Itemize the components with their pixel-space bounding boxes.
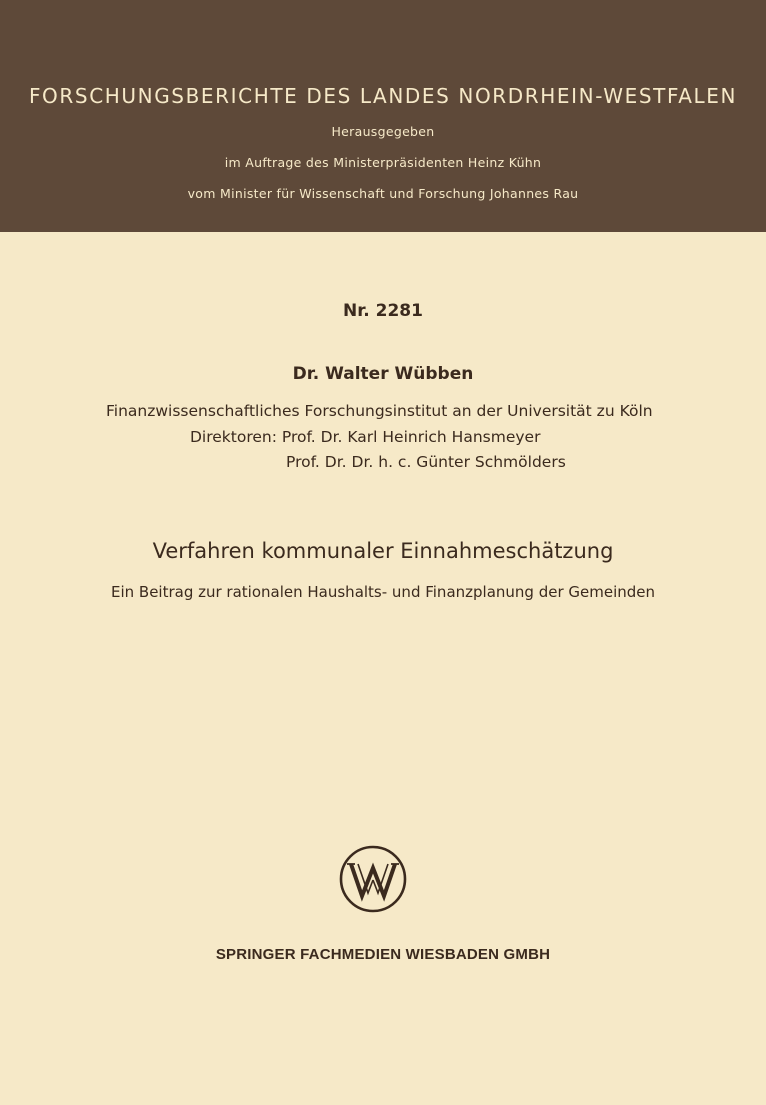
- book-title: Verfahren kommunaler Einnahmeschätzung: [152, 539, 614, 563]
- series-header-band: [0, 0, 766, 232]
- book-subtitle: Ein Beitrag zur rationalen Haushalts- und Finanzplanung der Gemeinden: [110, 583, 656, 601]
- author-name: Dr. Walter Wübben: [292, 364, 474, 384]
- editor-line-2: im Auftrage des Ministerpräsidenten Heinz Kühn: [224, 155, 542, 170]
- editor-line-3: vom Minister für Wissenschaft und Forschung Johannes Rau: [187, 186, 579, 201]
- springer-ww-logo-icon: [338, 844, 408, 914]
- volume-number: Nr. 2281: [343, 301, 423, 321]
- publisher-name: SPRINGER FACHMEDIEN WIESBADEN GMBH: [215, 946, 551, 963]
- directors-line-1: Direktoren: Prof. Dr. Karl Heinrich Hansmeyer: [190, 428, 541, 446]
- editor-line-1: Herausgegeben: [331, 124, 435, 139]
- institute-name: Finanzwissenschaftliches Forschungsinstitut an der Universität zu Köln: [106, 402, 653, 420]
- directors-line-2: Prof. Dr. Dr. h. c. Günter Schmölders: [286, 453, 566, 471]
- series-title: FORSCHUNGSBERICHTE DES LANDES NORDRHEIN-WESTFALEN: [28, 84, 738, 108]
